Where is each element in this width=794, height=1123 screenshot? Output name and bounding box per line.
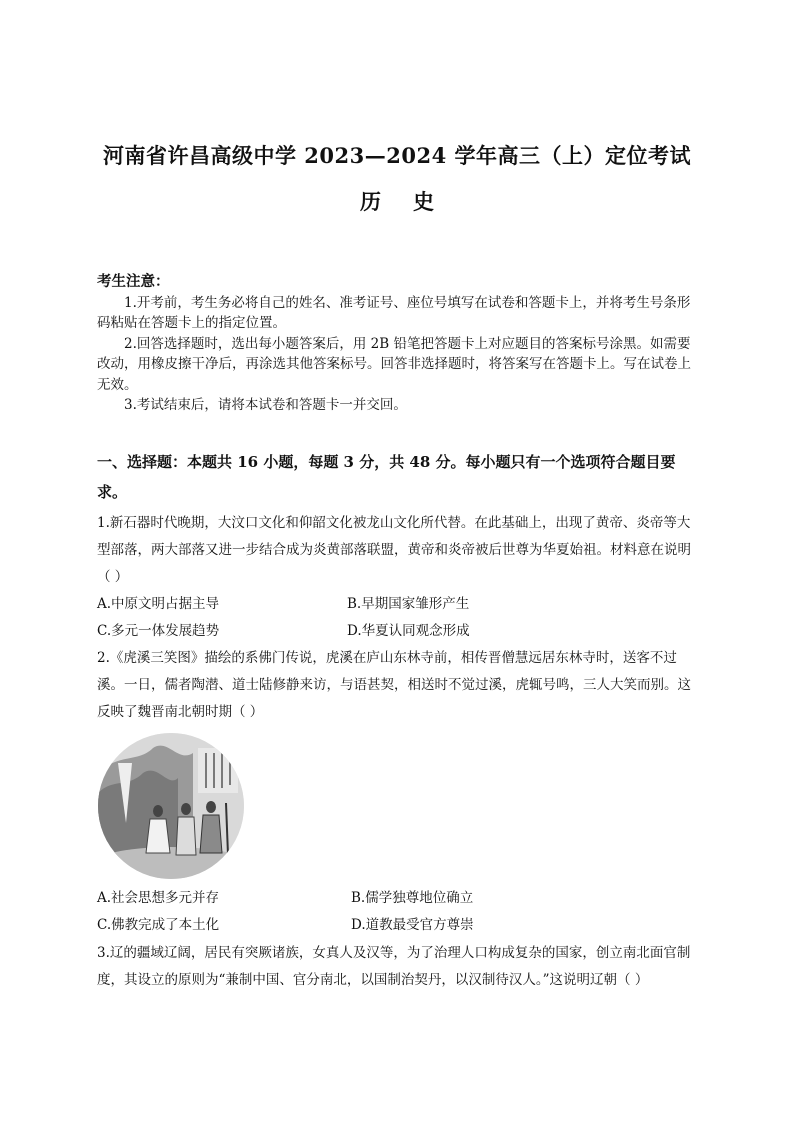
exam-title: 河南省许昌高级中学 2023—2024 学年高三（上）定位考试 bbox=[102, 143, 691, 168]
option-b[interactable]: B.早期国家雏形产生 bbox=[347, 596, 470, 612]
notice-item: 2.回答选择题时，选出每小题答案后，用 2B 铅笔把答题卡上对应题目的答案标号涂黑。如需要改动，用橡皮擦干净后，再涂选其他答案标号。回答非选择题时，将答案写在答题卡上。写在试卷上无效。 bbox=[97, 335, 691, 393]
painting-illustration bbox=[98, 733, 244, 879]
question-1 bbox=[97, 510, 697, 645]
question-options bbox=[97, 591, 697, 645]
option-a[interactable]: A.社会思想多元并存 bbox=[97, 890, 220, 906]
question-options bbox=[97, 885, 697, 939]
notice-item: 3.考试结束后，请将本试卷和答题卡一并交回。 bbox=[124, 397, 407, 413]
option-d[interactable]: D.道教最受官方尊崇 bbox=[351, 917, 474, 933]
option-c[interactable]: C.多元一体发展趋势 bbox=[97, 623, 220, 639]
question-stem: 3.辽的疆域辽阔，居民有突厥诸族，女真人及汉等，为了治理人口构成复杂的国家，创立南北面官制度，其设立的原则为“兼制中国、官分南北，以国制治契丹，以汉制待汉人。”这说明辽朝（ ） bbox=[97, 945, 691, 988]
painting-image bbox=[98, 733, 244, 879]
exam-notice bbox=[97, 272, 697, 416]
notice-item: 1.开考前，考生务必将自己的姓名、准考证号、座位号填写在试卷和答题卡上，并将考生号条形码粘贴在答题卡上的指定位置。 bbox=[97, 294, 691, 331]
notice-heading: 考生注意： bbox=[97, 273, 170, 290]
option-d[interactable]: D.华夏认同观念形成 bbox=[347, 623, 470, 639]
question-stem: 1.新石器时代晚期，大汶口文化和仰韶文化被龙山文化所代替。在此基础上，出现了黄帝、炎帝等大型部落，两大部落又进一步结合成为炎黄部落联盟，黄帝和炎帝被后世尊为华夏始祖。材料意在说明（ ） bbox=[97, 515, 691, 585]
question-2-options bbox=[97, 885, 697, 939]
question-stem: 2.《虎溪三笑图》描绘的系佛门传说，虎溪在庐山东林寺前，相传晋僧慧远居东林寺时，送客不过溪。一日，儒者陶潜、道士陆修静来访，与语甚契，相送时不觉过溪，虎辄号鸣，三人大笑而别。这反映了魏晋南北朝时期（ ） bbox=[97, 650, 691, 720]
question-2 bbox=[97, 645, 697, 726]
option-a[interactable]: A.中原文明占据主导 bbox=[97, 596, 220, 612]
exam-subject: 历史 bbox=[360, 189, 466, 214]
section-heading: 一、选择题：本题共 16 小题，每题 3 分，共 48 分。每小题只有一个选项符合题目要求。 bbox=[97, 453, 676, 501]
option-b[interactable]: B.儒学独尊地位确立 bbox=[351, 890, 474, 906]
question-3 bbox=[97, 940, 697, 994]
option-c[interactable]: C.佛教完成了本土化 bbox=[97, 917, 220, 933]
